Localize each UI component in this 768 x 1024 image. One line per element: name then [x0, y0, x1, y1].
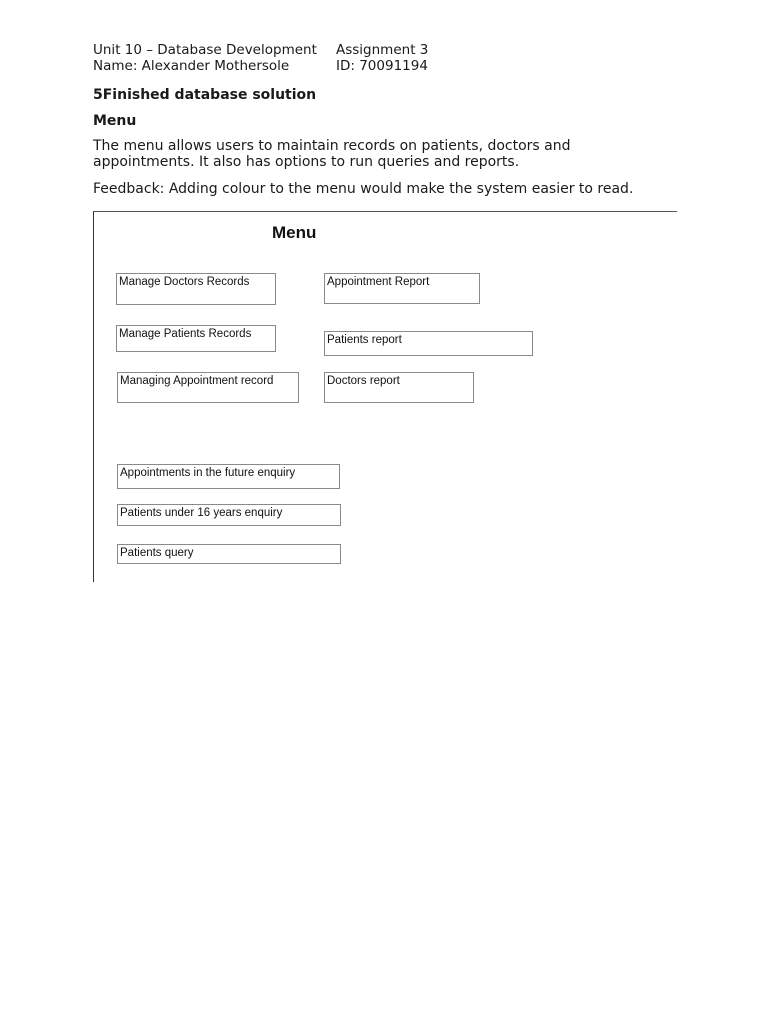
menu-form-title: Menu: [272, 223, 317, 242]
menu-description: The menu allows users to maintain records on patients, doctors and appointments. It also has options to run queries and reports.: [93, 138, 571, 170]
feedback-text: Feedback: Adding colour to the menu would make the system easier to read.: [93, 181, 634, 197]
header-id: ID: 70091194: [336, 58, 428, 74]
doctors-report-button[interactable]: Doctors report: [324, 372, 474, 403]
manage-patients-button[interactable]: Manage Patients Records: [116, 325, 276, 352]
manage-doctors-button[interactable]: Manage Doctors Records: [116, 273, 276, 305]
appointment-report-button[interactable]: Appointment Report: [324, 273, 480, 304]
patients-report-button[interactable]: Patients report: [324, 331, 533, 356]
manage-appointments-button[interactable]: Managing Appointment record: [117, 372, 299, 403]
header-assignment: Assignment 3: [336, 42, 429, 58]
future-appointments-enquiry-button[interactable]: Appointments in the future enquiry: [117, 464, 340, 489]
menu-form-screenshot: [93, 211, 677, 582]
patients-under-16-enquiry-button[interactable]: Patients under 16 years enquiry: [117, 504, 341, 526]
header-unit: Unit 10 – Database Development: [93, 42, 317, 58]
section-title: 5Finished database solution: [93, 87, 317, 103]
subheading-menu: Menu: [93, 113, 137, 129]
header-name: Name: Alexander Mothersole: [93, 58, 290, 74]
patients-query-button[interactable]: Patients query: [117, 544, 341, 564]
